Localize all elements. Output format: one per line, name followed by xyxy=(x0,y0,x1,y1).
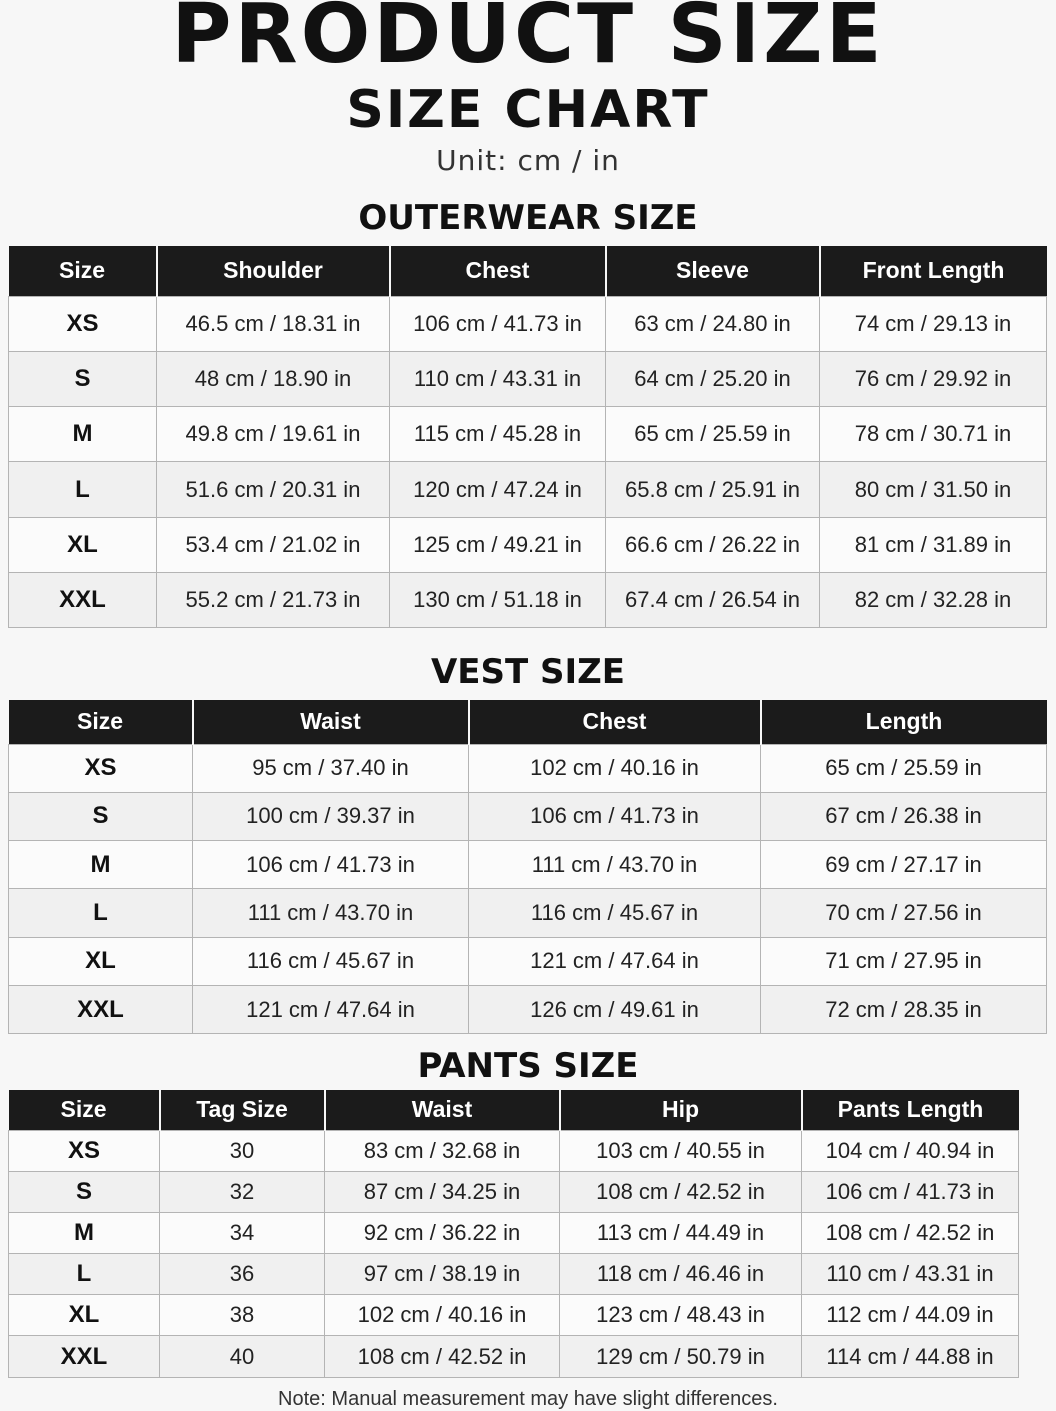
table-row xyxy=(9,889,1047,937)
measurement-cell: 108 cm / 42.52 in xyxy=(325,1336,560,1377)
pants-section-title: PANTS SIZE xyxy=(417,1046,639,1086)
table-row xyxy=(9,517,1047,572)
size-label-cell: XS xyxy=(9,744,193,792)
measurement-cell: 106 cm / 41.73 in xyxy=(469,792,761,840)
measurement-cell: 70 cm / 27.56 in xyxy=(761,889,1047,937)
measurement-cell: 106 cm / 41.73 in xyxy=(390,296,606,351)
measurement-cell: 51.6 cm / 20.31 in xyxy=(157,462,390,517)
measurement-cell: 106 cm / 41.73 in xyxy=(802,1171,1019,1212)
table-row xyxy=(9,841,1047,889)
size-label-cell: L xyxy=(9,462,157,517)
measurement-cell: 87 cm / 34.25 in xyxy=(325,1171,560,1212)
size-label-cell: XL xyxy=(9,937,193,985)
size-label-cell: M xyxy=(9,407,157,462)
size-label-cell: XXL xyxy=(9,1336,160,1377)
unit-label: Unit: cm / in xyxy=(436,144,620,177)
measurement-cell: 40 xyxy=(160,1336,325,1377)
page-title: PRODUCT SIZE xyxy=(171,0,885,82)
table-row xyxy=(9,351,1047,406)
measurement-cell: 46.5 cm / 18.31 in xyxy=(157,296,390,351)
measurement-cell: 81 cm / 31.89 in xyxy=(820,517,1047,572)
table-row xyxy=(9,792,1047,840)
outerwear-column-header: Chest xyxy=(390,246,606,296)
measurement-cell: 125 cm / 49.21 in xyxy=(390,517,606,572)
table-row xyxy=(9,985,1047,1033)
measurement-cell: 64 cm / 25.20 in xyxy=(606,351,820,406)
measurement-cell: 97 cm / 38.19 in xyxy=(325,1254,560,1295)
measurement-cell: 116 cm / 45.67 in xyxy=(469,889,761,937)
table-row xyxy=(9,1212,1019,1253)
table-row xyxy=(9,296,1047,351)
measurement-cell: 120 cm / 47.24 in xyxy=(390,462,606,517)
measurement-cell: 48 cm / 18.90 in xyxy=(157,351,390,406)
size-label-cell: S xyxy=(9,1171,160,1212)
table-row xyxy=(9,462,1047,517)
pants-column-header: Waist xyxy=(325,1090,560,1130)
measurement-cell: 71 cm / 27.95 in xyxy=(761,937,1047,985)
size-label-cell: M xyxy=(9,841,193,889)
measurement-cell: 76 cm / 29.92 in xyxy=(820,351,1047,406)
measurement-cell: 67 cm / 26.38 in xyxy=(761,792,1047,840)
table-row xyxy=(9,937,1047,985)
measurement-cell: 121 cm / 47.64 in xyxy=(193,985,469,1033)
pants-header-row xyxy=(9,1090,1019,1130)
vest-column-header: Length xyxy=(761,700,1047,744)
table-row xyxy=(9,1171,1019,1212)
outerwear-header-row xyxy=(9,246,1047,296)
size-label-cell: L xyxy=(9,1254,160,1295)
measurement-cell: 36 xyxy=(160,1254,325,1295)
outerwear-column-header: Front Length xyxy=(820,246,1047,296)
measurement-cell: 102 cm / 40.16 in xyxy=(469,744,761,792)
measurement-cell: 69 cm / 27.17 in xyxy=(761,841,1047,889)
outerwear-column-header: Sleeve xyxy=(606,246,820,296)
measurement-cell: 65.8 cm / 25.91 in xyxy=(606,462,820,517)
measurement-cell: 66.6 cm / 26.22 in xyxy=(606,517,820,572)
measurement-cell: 114 cm / 44.88 in xyxy=(802,1336,1019,1377)
measurement-cell: 111 cm / 43.70 in xyxy=(469,841,761,889)
outerwear-column-header: Shoulder xyxy=(157,246,390,296)
table-row xyxy=(9,744,1047,792)
measurement-cell: 72 cm / 28.35 in xyxy=(761,985,1047,1033)
measurement-cell: 53.4 cm / 21.02 in xyxy=(157,517,390,572)
measurement-cell: 106 cm / 41.73 in xyxy=(193,841,469,889)
page-subtitle: SIZE CHART xyxy=(346,80,710,140)
measurement-cell: 110 cm / 43.31 in xyxy=(390,351,606,406)
table-row xyxy=(9,407,1047,462)
measurement-cell: 130 cm / 51.18 in xyxy=(390,572,606,627)
measurement-cell: 110 cm / 43.31 in xyxy=(802,1254,1019,1295)
measurement-cell: 82 cm / 32.28 in xyxy=(820,572,1047,627)
measurement-cell: 78 cm / 30.71 in xyxy=(820,407,1047,462)
size-label-cell: XL xyxy=(9,1295,160,1336)
measurement-cell: 111 cm / 43.70 in xyxy=(193,889,469,937)
measurement-cell: 83 cm / 32.68 in xyxy=(325,1130,560,1171)
table-row xyxy=(9,1130,1019,1171)
size-label-cell: S xyxy=(9,792,193,840)
table-row xyxy=(9,1254,1019,1295)
measurement-cell: 108 cm / 42.52 in xyxy=(560,1171,802,1212)
size-label-cell: XXL xyxy=(9,572,157,627)
outerwear-section-title: OUTERWEAR SIZE xyxy=(358,198,698,238)
measurement-cell: 80 cm / 31.50 in xyxy=(820,462,1047,517)
measurement-cell: 102 cm / 40.16 in xyxy=(325,1295,560,1336)
measurement-cell: 100 cm / 39.37 in xyxy=(193,792,469,840)
size-label-cell: XXL xyxy=(9,985,193,1033)
measurement-cell: 129 cm / 50.79 in xyxy=(560,1336,802,1377)
measurement-cell: 115 cm / 45.28 in xyxy=(390,407,606,462)
vest-section-title: VEST SIZE xyxy=(430,652,626,692)
outerwear-column-header: Size xyxy=(9,246,157,296)
size-label-cell: XS xyxy=(9,1130,160,1171)
measurement-cell: 118 cm / 46.46 in xyxy=(560,1254,802,1295)
measurement-cell: 32 xyxy=(160,1171,325,1212)
measurement-cell: 49.8 cm / 19.61 in xyxy=(157,407,390,462)
size-label-cell: XL xyxy=(9,517,157,572)
measurement-cell: 74 cm / 29.13 in xyxy=(820,296,1047,351)
measurement-cell: 126 cm / 49.61 in xyxy=(469,985,761,1033)
measurement-cell: 92 cm / 36.22 in xyxy=(325,1212,560,1253)
measurement-cell: 104 cm / 40.94 in xyxy=(802,1130,1019,1171)
measurement-cell: 103 cm / 40.55 in xyxy=(560,1130,802,1171)
pants-column-header: Size xyxy=(9,1090,160,1130)
measurement-cell: 121 cm / 47.64 in xyxy=(469,937,761,985)
measurement-cell: 55.2 cm / 21.73 in xyxy=(157,572,390,627)
measurement-cell: 112 cm / 44.09 in xyxy=(802,1295,1019,1336)
table-row xyxy=(9,1336,1019,1377)
vest-header-row xyxy=(9,700,1047,744)
measurement-cell: 30 xyxy=(160,1130,325,1171)
measurement-cell: 113 cm / 44.49 in xyxy=(560,1212,802,1253)
measurement-note: Note: Manual measurement may have slight differences. xyxy=(278,1388,778,1410)
pants-column-header: Pants Length xyxy=(802,1090,1019,1130)
measurement-cell: 108 cm / 42.52 in xyxy=(802,1212,1019,1253)
table-row xyxy=(9,1295,1019,1336)
outerwear-size-table xyxy=(8,246,1047,628)
measurement-cell: 123 cm / 48.43 in xyxy=(560,1295,802,1336)
measurement-cell: 65 cm / 25.59 in xyxy=(761,744,1047,792)
measurement-cell: 38 xyxy=(160,1295,325,1336)
measurement-cell: 34 xyxy=(160,1212,325,1253)
vest-column-header: Waist xyxy=(193,700,469,744)
vest-size-table xyxy=(8,700,1047,1034)
pants-column-header: Tag Size xyxy=(160,1090,325,1130)
measurement-cell: 116 cm / 45.67 in xyxy=(193,937,469,985)
measurement-cell: 65 cm / 25.59 in xyxy=(606,407,820,462)
measurement-cell: 67.4 cm / 26.54 in xyxy=(606,572,820,627)
size-label-cell: XS xyxy=(9,296,157,351)
size-label-cell: M xyxy=(9,1212,160,1253)
measurement-cell: 63 cm / 24.80 in xyxy=(606,296,820,351)
vest-column-header: Chest xyxy=(469,700,761,744)
pants-column-header: Hip xyxy=(560,1090,802,1130)
size-label-cell: S xyxy=(9,351,157,406)
measurement-cell: 95 cm / 37.40 in xyxy=(193,744,469,792)
pants-size-table xyxy=(8,1090,1019,1378)
size-label-cell: L xyxy=(9,889,193,937)
vest-column-header: Size xyxy=(9,700,193,744)
table-row xyxy=(9,572,1047,627)
